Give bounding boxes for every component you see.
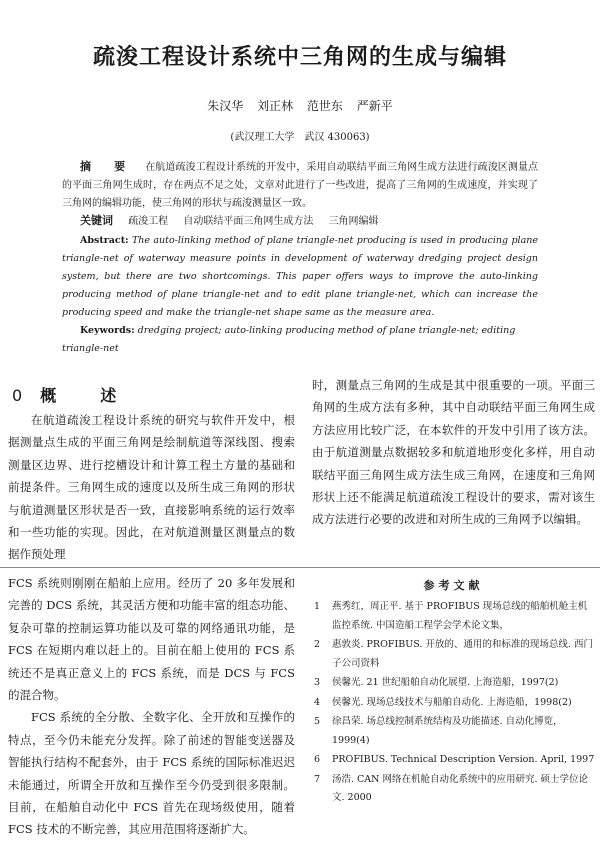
abstract-text: 在航道疏浚工程设计系统的开发中，采用自动联结平面三角网生成方法进行疏浚区测量点的平面三角网生成时，存在两点不足之处，文章对此进行了一些改进，提高了三角网的生成速度，并实现了三角网的编辑功能，使三角网的形状与疏浚测量区一致。 bbox=[62, 162, 539, 209]
reference-number: 1 bbox=[314, 601, 321, 612]
reference-item bbox=[312, 751, 595, 770]
reference-item bbox=[312, 694, 595, 713]
abstract-en-label: Abstract: bbox=[80, 235, 129, 246]
author: 刘正林 bbox=[257, 99, 294, 113]
reference-item bbox=[312, 598, 595, 635]
reference-text: 惠敦炎. PROFIBUS. 开放的、通用的和标准的现场总线. 西门子公司资料 bbox=[332, 639, 593, 669]
reference-number: 3 bbox=[314, 677, 321, 688]
body-paragraph: 在航道疏浚工程设计系统的研究与软件开发中，根据测量点生成的平面三角网是绘制航道等深线图、搜索测量区边界、进行挖槽设计和计算工程土方量的基础和前提条件。三角网生成的速度以及所生成三角网的形状与航道测量区形状是否一致，直接影响系统的运行效率和一些功能的实现。因此，在对航道测量区测量点的数据作预处理 bbox=[8, 413, 295, 562]
author: 严新平 bbox=[356, 99, 393, 113]
keyword: 疏浚工程 bbox=[128, 216, 169, 227]
reference-text: PROFIBUS. Technical Description Version. April, 1997 bbox=[332, 754, 595, 765]
keywords-en-label: Keywords: bbox=[80, 325, 135, 336]
reference-item bbox=[312, 674, 595, 693]
author-list bbox=[0, 97, 600, 114]
section-number: 0 bbox=[12, 386, 23, 405]
keywords-chinese bbox=[80, 212, 540, 228]
body-column-left-top bbox=[8, 409, 295, 566]
section-heading bbox=[12, 383, 130, 406]
reference-number: 5 bbox=[314, 716, 321, 727]
reference-item bbox=[312, 771, 595, 808]
body-column-right-top bbox=[312, 374, 595, 531]
body-paragraph: FCS 系统则刚刚在船舶上应用。经历了 20 多年发展和完善的 DCS 系统，其灵活方便和功能丰富的组态功能、复杂可靠的控制运算功能以及可靠的网络通讯功能，是 FCS 在短期内难以赶上的。目前在船上使用的 FCS 系统还不是真正意义上的 FCS 系统，而是 DCS 与 FCS 的混合物。 bbox=[8, 576, 295, 703]
reference-item bbox=[312, 636, 595, 673]
reference-number: 4 bbox=[314, 696, 321, 708]
reference-number: 6 bbox=[314, 754, 321, 765]
reference-text: 燕秀红，周正平. 基于 PROFIBUS 现场总线的船舶机舱主机监控系统. 中国造船工程学会学术论文集， bbox=[332, 601, 588, 631]
keywords-label: 关键词 bbox=[80, 214, 113, 227]
affiliation: (武汉理工大学 武汉 430063) bbox=[230, 132, 370, 143]
reference-text: 侯馨光. 现场总线技术与船舶自动化. 上海造船，1998(2) bbox=[332, 696, 572, 708]
body-paragraph: FCS 系统的全分散、全数字化、全开放和互操作的特点，至今仍未能充分发挥。除了前述的智能变送器及智能执行结构不配套外，由于 FCS 系统的国际标准迟迟未能通过，所谓全开放和互操作至今仍受到很多限制。目前，在船舶自动化中 FCS 首先在现场级使用，随着 FCS 技术的不断完善，其应用范围将逐渐扩大。 bbox=[8, 710, 295, 837]
keyword: 自动联结平面三角网生成方法 bbox=[183, 216, 314, 227]
reference-number: 7 bbox=[314, 773, 321, 785]
reference-list bbox=[312, 598, 595, 809]
keyword: 三角网编辑 bbox=[328, 216, 379, 227]
reference-text: 侯馨光. 21 世纪船舶自动化展望. 上海造船，1997(2) bbox=[332, 677, 559, 688]
reference-number: 2 bbox=[314, 639, 321, 650]
divider-rule bbox=[0, 567, 600, 568]
keywords-en-text: dredging project; auto-linking producing method of plane triangle-net; editing triangle-net bbox=[62, 325, 516, 354]
body-column-left-bottom bbox=[8, 572, 295, 841]
abstract-chinese bbox=[62, 158, 538, 213]
reference-item bbox=[312, 713, 595, 750]
paper-title: 疏浚工程设计系统中三角网的生成与编辑 bbox=[92, 45, 507, 70]
abstract-english bbox=[62, 232, 538, 322]
abstract-en-text: The auto-linking method of plane triangle-net producing is used in producing plane triangle-net of waterway measure points in development of waterway dredging project design system, but there are two shortcomings. This paper offers ways to improve the auto-linking producing method of plane triangle-net and to edit plane triangle-net, which can increase the producing speed and make the triangle-net shape same as the measure area. bbox=[62, 235, 538, 318]
author: 朱汉华 bbox=[207, 99, 244, 113]
references-heading: 参考文献 bbox=[423, 579, 484, 592]
author: 范世东 bbox=[306, 99, 343, 113]
section-title: 概 述 bbox=[40, 386, 131, 405]
body-paragraph: 时，测量点三角网的生成是其中很重要的一项。平面三角网的生成方法有多种，其中自动联结平面三角网生成方法应用比较广泛，在本软件的开发中引用了该方法。由于航道测量点数据较多和航道地形变化多样，用自动联结平面三角网生成方法生成三角网，在速度和三角网形状上还不能满足航道疏浚工程设计的要求，需对该生成方法进行必要的改进和对所生成的三角网予以编辑。 bbox=[312, 378, 595, 527]
reference-text: 徐昌荣. 场总线控制系统结构及功能描述. 自动化博览，1999(4) bbox=[332, 716, 563, 746]
abstract-label: 摘 要 bbox=[80, 160, 132, 173]
keywords-english bbox=[62, 322, 538, 358]
reference-text: 汤浩. CAN 网络在机舱自动化系统中的应用研究. 硕士学位论文. 2000 bbox=[332, 773, 589, 803]
